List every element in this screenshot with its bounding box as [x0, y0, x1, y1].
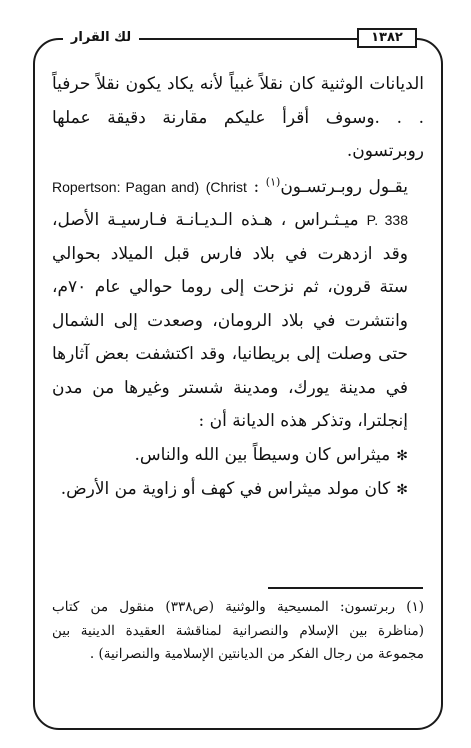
footnote-divider: [268, 587, 423, 589]
running-header-title: لك القرار: [63, 28, 139, 48]
paragraph-2: [52, 171, 424, 439]
footnote: [52, 596, 424, 667]
asterisk-icon: ✻: [396, 447, 408, 464]
paragraph-2-colon: :: [246, 176, 266, 197]
asterisk-icon: ✻: [396, 482, 408, 498]
paragraph-2-body: ميـثـراس ، هـذه الـديـانـة فـارسيـة الأصل، وقد ازدهرت في بلاد فارس قبل الميلاد بحوالي ستة قرون، ثم نزحت إلى روما حوالي عام ٧٠م، وانتشرت في بلاد الرومان، وصعدت إلى الشمال حتى وصلت إلى بريطانيا، وقد اكتشفت بعض آثارها في مدينة يورك، ومدينة شستر وغيرها من مدن إنجلترا، وتذكر هذه الديانة أن :: [52, 210, 408, 431]
bullet-item: [52, 439, 424, 474]
paragraph-1: الديانات الوثنية كان نقلاً غبياً لأنه يكاد يكون نقلاً حرفياً . . .وسوف أقرأ عليكم مقارنة دقيقة عملها روبرتسون.: [52, 74, 424, 161]
bullet-item: [52, 473, 424, 508]
english-reference-line-1: Ropertson: Pagan and): [52, 178, 200, 195]
main-text: [52, 68, 424, 508]
footnote-text: (١) ربرتسون: المسيحية والوثنية (ص٣٣٨) منقول من كتاب (مناظرة بين الإسلام والنصرانية لمناقشة العقيدة الدينية بين مجموعة من رجال الفكر من الديانتين الإسلامية والنصرانية) .: [52, 599, 425, 662]
paragraph-2-prefix: يقـول روبـرتسـون: [280, 176, 408, 197]
footnote-reference[interactable]: (١): [265, 174, 281, 188]
bullet-text: كان مولد ميثراس في كهف أو زاوية من الأرض.: [60, 479, 391, 499]
bullet-text: ميثراس كان وسيطاً بين الله والناس.: [134, 444, 391, 465]
page-number: ١٣٨٢: [357, 28, 417, 48]
english-reference-line-2: (Christ P. 338: [205, 178, 409, 228]
